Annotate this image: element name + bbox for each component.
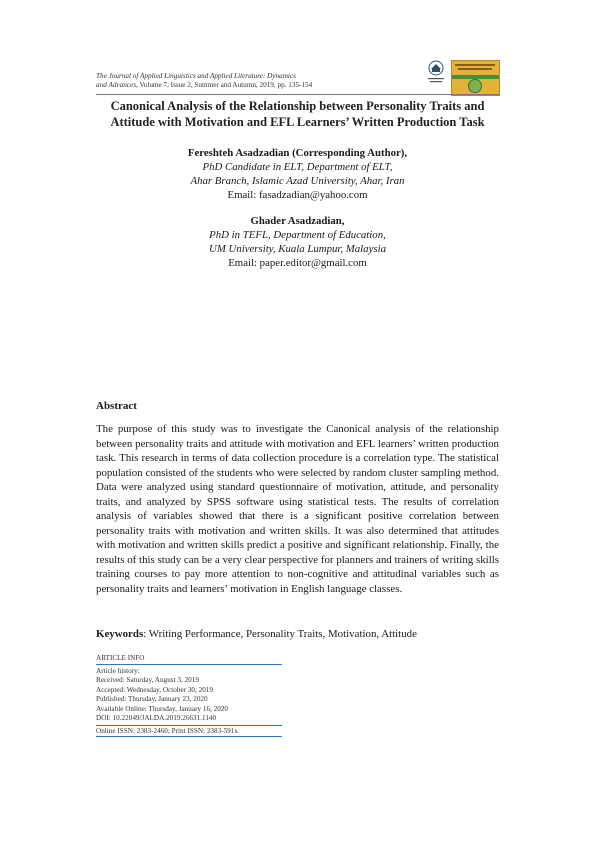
keywords-line bbox=[96, 628, 499, 640]
abstract-body: The purpose of this study was to investigate the Canonical analysis of the relationship between personality traits and attitude with motivation and EFL learners’ written production task. This research in terms of data collection procedure is a correlation type. The statistical population consisted of the students who were selected by random cluster sampling method. Data were analyzed using standard questionnaire of motivation, attitude, and personality traits, and analyzed by SPSS software using statistical tests. The results of correlation analysis of variables showed that there is a significant positive correlation between personality traits with motivation and written skills. It was also determined that attitudes with motivation and written skills predict a positive and significant relationship. Finally, the results of this study can be a very clear perspective for planners and trainers of writing skills training courses to pay more attention to non-cognitive and attitudinal variables such as personality traits and learners’ motivation in English language classes. bbox=[96, 423, 499, 595]
doi: DOI: 10.22049/JALDA.2019.26631.1140 bbox=[96, 714, 217, 723]
author-block-2 bbox=[96, 214, 499, 270]
header-divider bbox=[96, 94, 499, 95]
journal-line-2 bbox=[96, 81, 426, 90]
author-name: Fereshteh Asadzadian (Corresponding Author), bbox=[187, 147, 408, 159]
author-role: PhD in TEFL, Department of Education, bbox=[209, 229, 386, 241]
paper-title bbox=[86, 98, 509, 130]
title-line-1: Canonical Analysis of the Relationship between Personality Traits and bbox=[110, 99, 485, 113]
issn-line: Online ISSN: 2383-2460; Print ISSN: 2383-591x bbox=[96, 727, 238, 735]
keywords-values: : Writing Performance, Personality Traits, Motivation, Attitude bbox=[143, 628, 417, 640]
article-info-divider-bottom bbox=[96, 736, 282, 737]
journal-citation-header bbox=[96, 72, 426, 90]
article-info-divider-top bbox=[96, 664, 282, 665]
author-affiliation: Ahar Branch, Islamic Azad University, Ahar, Iran bbox=[190, 175, 405, 187]
author-block-1 bbox=[96, 146, 499, 202]
author-email: Email: fasadzadian@yahoo.com bbox=[227, 189, 368, 201]
title-line-2: Attitude with Motivation and EFL Learners’ Written Production Task bbox=[110, 115, 485, 129]
journal-line-1: The Journal of Applied Linguistics and Applied Literature: Dynamics bbox=[96, 72, 296, 80]
keywords-label: Keywords bbox=[96, 628, 144, 640]
author-name: Ghader Asadzadian, bbox=[250, 215, 345, 227]
published-date: Published: Thursday, January 23, 2020 bbox=[96, 695, 208, 704]
available-online-date: Available Online: Thursday, January 16, 2020 bbox=[96, 704, 229, 713]
accepted-date: Accepted: Wednesday, October 30, 2019 bbox=[96, 685, 213, 694]
university-seal-icon bbox=[425, 60, 447, 90]
article-info-title: ARTICLE INFO bbox=[96, 654, 145, 662]
history-label: Article history: bbox=[96, 667, 140, 675]
author-email: Email: paper.editor@gmail.com bbox=[228, 257, 367, 269]
author-affiliation: UM University, Kuala Lumpur, Malaysia bbox=[209, 243, 386, 255]
article-history bbox=[96, 667, 228, 723]
journal-line-2-italic: and Advances, bbox=[96, 81, 138, 90]
author-role: PhD Candidate in ELT, Department of ELT, bbox=[202, 161, 393, 173]
article-info-divider-mid bbox=[96, 725, 282, 726]
journal-line-2-rest: Volume 7, Issue 2, Summer and Autumn, 2019, pp. 135-154 bbox=[137, 81, 313, 90]
abstract-heading: Abstract bbox=[96, 400, 137, 412]
journal-cover-thumbnail bbox=[451, 60, 500, 96]
received-date: Received: Saturday, August 3, 2019 bbox=[96, 676, 199, 685]
